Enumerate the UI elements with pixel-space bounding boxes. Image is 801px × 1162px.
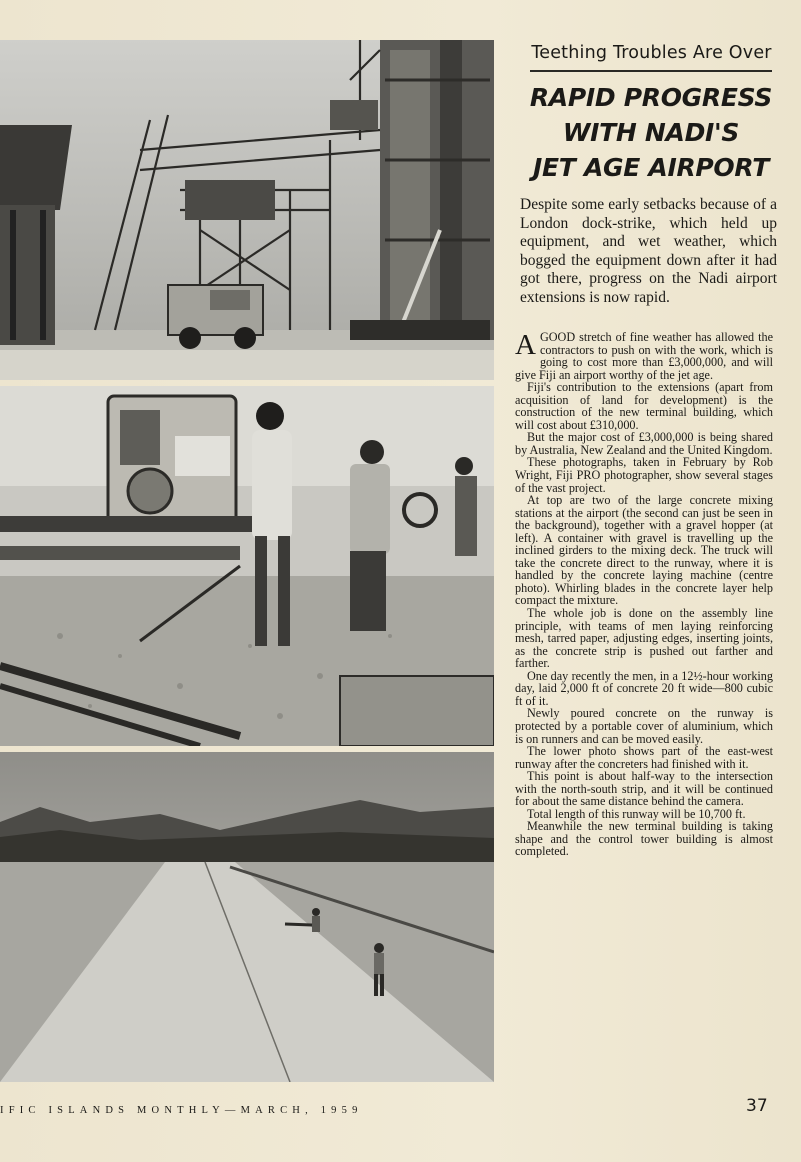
running-footer: IFIC ISLANDS MONTHLY—MARCH, 1959 — [0, 1105, 363, 1116]
body-paragraph: At top are two of the large concrete mixing stations at the airport (the second can just be seen in the background), together with a gravel hopper (at left). A container with gravel is travelling up the inclined girders to the mixing deck. The truck will take the concrete direct to the runway, where it is handled by the concrete laying machine (centre photo). Whirling blades in the concrete layer help compact the mixture. — [515, 493, 773, 608]
kicker-rule — [530, 70, 772, 72]
photo-east-west-runway — [0, 752, 494, 1082]
article-standfirst: Despite some early setbacks because of a London dock-strike, which held up equipment, and wet weather, which bogged the equipment down after it had got there, progress on the Nadi airport extensions is now rapid. — [520, 196, 777, 306]
article-headline — [520, 80, 782, 185]
article-kicker: Teething Troubles Are Over — [531, 43, 772, 63]
body-paragraph: Total length of this runway will be 10,700 ft. — [527, 806, 746, 821]
body-paragraph: A GOOD stretch of fine weather has allowed the contractors to push on with the work, which is going to cost more than £3,000,000, and will give Fiji an airport worthy of the jet age. — [515, 329, 773, 382]
photo-concrete-mixing-station — [0, 40, 494, 380]
drop-cap: A — [515, 329, 536, 361]
body-paragraph: Fiji's contribution to the extensions (apart from acquisition of land for development) is the construction of the new terminal building, which will cost about £310,000. — [515, 380, 773, 432]
body-paragraph: But the major cost of £3,000,000 is being shared by Australia, New Zealand and the United Kingdom. — [515, 430, 773, 457]
body-paragraph: One day recently the men, in a 12½-hour working day, laid 2,000 ft of concrete 20 ft wide—800 cubic ft of it. — [515, 668, 773, 708]
article-body — [515, 331, 773, 858]
page-number: 37 — [746, 1096, 768, 1116]
body-paragraph: This point is about half-way to the intersection with the north-south strip, and it will be continued for about the same distance behind the camera. — [515, 769, 773, 809]
body-paragraph: These photographs, taken in February by Rob Wright, Fiji PRO photographer, show several stages of the vast project. — [515, 455, 773, 495]
photo-concrete-laying-machine — [0, 386, 494, 746]
body-paragraph: The lower photo shows part of the east-west runway after the concreters had finished with it. — [515, 744, 773, 771]
body-paragraph: The whole job is done on the assembly line principle, with teams of men laying reinforcing mesh, tarred paper, adjusting edges, inserting joints, as the concrete strip is pushed out farther and farther. — [515, 606, 773, 671]
body-paragraph: Meanwhile the new terminal building is taking shape and the control tower building is almost completed. — [515, 819, 773, 859]
headline-line-3: JET AGE AIRPORT — [533, 153, 769, 182]
headline-line-1: RAPID PROGRESS — [529, 83, 773, 112]
headline-line-2: WITH NADI'S — [562, 118, 740, 147]
body-paragraph: Newly poured concrete on the runway is protected by a portable cover of aluminium, which is on runners and can be moved easily. — [515, 706, 773, 746]
